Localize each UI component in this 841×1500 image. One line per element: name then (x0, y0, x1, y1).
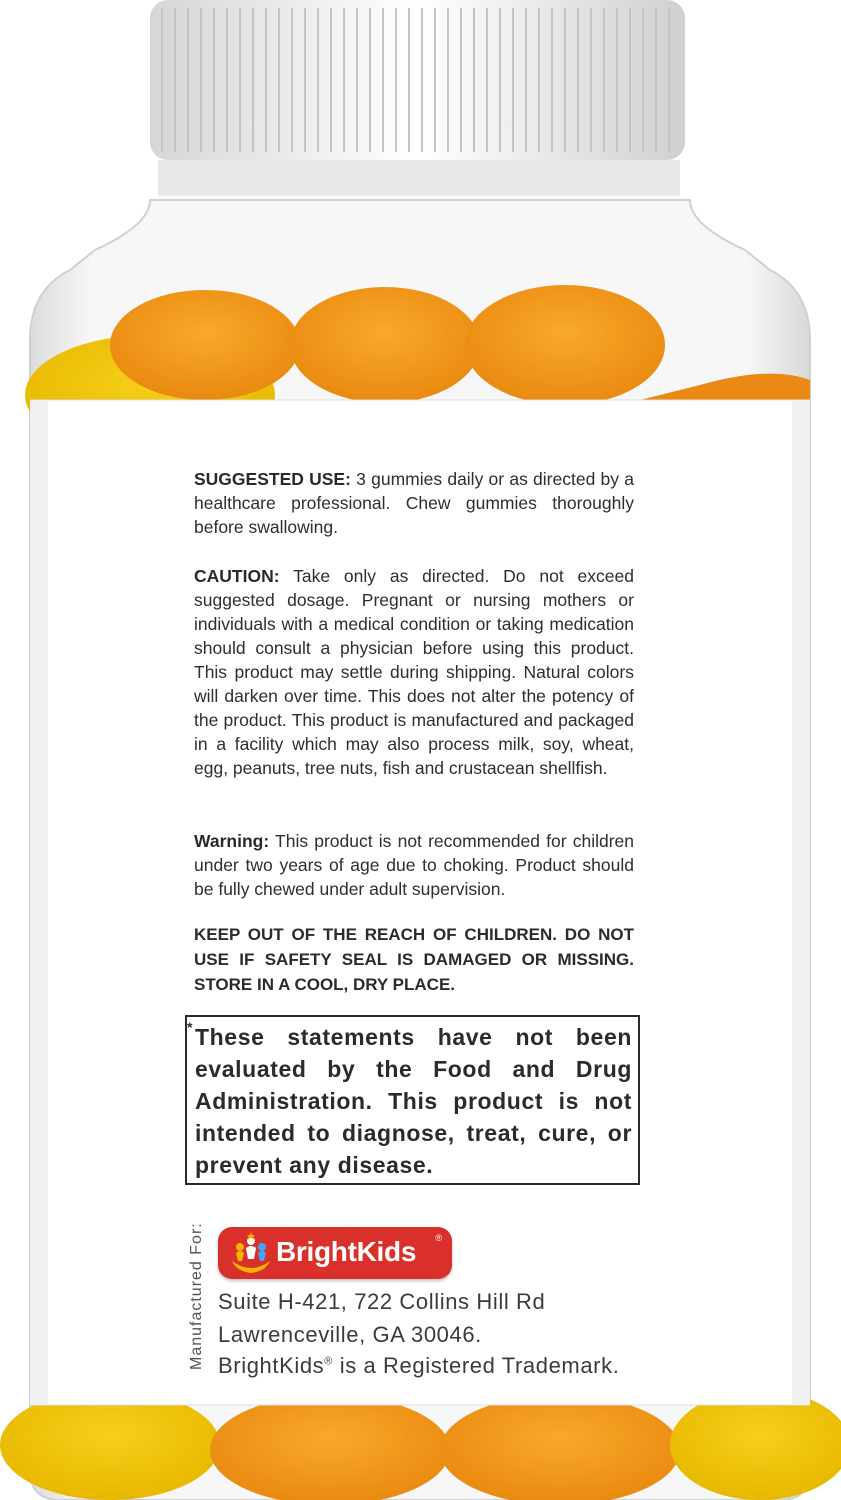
gummy-orange (465, 285, 665, 405)
gummy-orange (110, 290, 300, 400)
trademark-registered-mark: ® (324, 1355, 333, 1368)
bottle-cap (150, 0, 685, 196)
gummy-orange (440, 1395, 680, 1500)
manufactured-for-label: Manufactured For: (188, 1222, 205, 1370)
warning-text (194, 829, 634, 901)
trademark-line (218, 1353, 619, 1379)
disclaimer-asterisk: * (187, 1019, 193, 1035)
suggested-use-text (194, 467, 634, 539)
caution-body: Take only as directed. Do not exceed suggested dosage. Pregnant or nursing mothers or individuals with a medical condition or taking medication should consult a physician before using this product. This product may settle during shipping. Natural colors will darken over time. This does not alter the potency of the product. This product is manufactured and packaged in a facility which may also process milk, soy, wheat, egg, peanuts, tree nuts, fish and crustacean shellfish. (194, 566, 634, 778)
warning-body: This product is not recommended for children under two years of age due to choking. Product should be fully chewed under adult supervision. (194, 831, 634, 899)
suggested-use-heading: SUGGESTED USE: (194, 469, 351, 489)
brand-name: BrightKids (276, 1236, 417, 1267)
brightkids-logo (218, 1227, 452, 1279)
address-line-2: Lawrenceville, GA 30046. (218, 1322, 482, 1347)
fda-disclaimer-text: These statements have not been evaluated by the Food and Drug Administration. This product is not intended to diagnose, treat, cure, or prevent any disease. (195, 1024, 632, 1178)
suggested-use-body: 3 gummies daily or as directed by a healthcare professional. Chew gummies thoroughly before swallowing. (194, 469, 634, 537)
caution-heading: CAUTION: (194, 566, 280, 586)
gummy-orange (290, 287, 480, 403)
caution-text (194, 564, 634, 780)
kids-icon (226, 1231, 276, 1275)
registered-mark: ® (435, 1233, 442, 1243)
gummy-orange (210, 1395, 450, 1500)
warning-heading: Warning: (194, 831, 270, 851)
trademark-brand: BrightKids (218, 1353, 325, 1378)
gummy-yellow (0, 1390, 220, 1500)
fda-disclaimer-box (185, 1015, 640, 1185)
keep-out-notice: KEEP OUT OF THE REACH OF CHILDREN. DO NOT USE IF SAFETY SEAL IS DAMAGED OR MISSING. STORE IN A COOL, DRY PLACE. (194, 925, 634, 994)
trademark-text: is a Registered Trademark. (333, 1353, 620, 1378)
address-line-1: Suite H-421, 722 Collins Hill Rd (218, 1289, 546, 1314)
